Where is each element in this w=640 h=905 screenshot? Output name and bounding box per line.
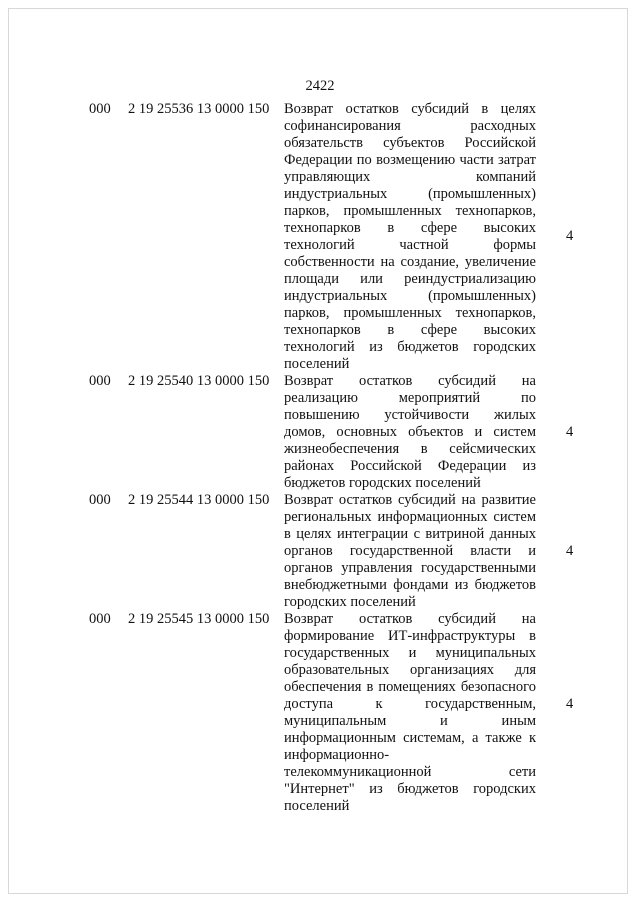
table-row [0,373,640,492]
table-row [0,611,640,815]
distribution-norm: 4 [566,424,574,440]
page-number: 2422 [305,78,335,94]
admin-code: 000 [89,611,111,627]
distribution-norm: 4 [566,543,574,559]
admin-code: 000 [89,492,111,508]
budget-classification-code: 2 19 25540 13 0000 150 [128,373,270,389]
revenue-code-table [0,101,640,815]
table-row [0,101,640,373]
budget-classification-code: 2 19 25544 13 0000 150 [128,492,270,508]
revenue-description: Возврат остатков субсидий в целях софинансирования расходных обязательств субъектов Российской Федерации по возмещению части затрат управляющих компаний индустриальных (промышленных) парков, промышленных технопарков, технопарков в сфере высоких технологий частной формы собственности на создание, увеличение площади или реиндустриализацию индустриальных (промышленных) парков, промышленных технопарков, технопарков в сфере высоких технологий из бюджетов городских поселений [284,101,536,372]
admin-code: 000 [89,373,111,389]
admin-code: 000 [89,101,111,117]
revenue-description: Возврат остатков субсидий на реализацию мероприятий по повышению устойчивости жилых домов, основных объектов и систем жизнеобеспечения в сейсмических районах Российской Федерации из бюджетов городских поселений [284,373,536,491]
budget-classification-code: 2 19 25536 13 0000 150 [128,101,270,117]
revenue-description: Возврат остатков субсидий на формирование ИТ-инфраструктуры в государственных и муниципальных образовательных организациях для обеспечения в помещениях безопасного доступа к государственным, муниципальным и иным информационным системам, а также к информационно-телекоммуникационной сети "Интернет" из бюджетов городских поселений [284,611,536,814]
revenue-description: Возврат остатков субсидий на развитие региональных информационных систем в целях интеграции с витриной данных органов государственной власти и органов управления государственными внебюджетными фондами из бюджетов городских поселений [284,492,536,610]
budget-classification-code: 2 19 25545 13 0000 150 [128,611,270,627]
table-row [0,492,640,611]
distribution-norm: 4 [566,696,574,712]
distribution-norm: 4 [566,228,574,244]
